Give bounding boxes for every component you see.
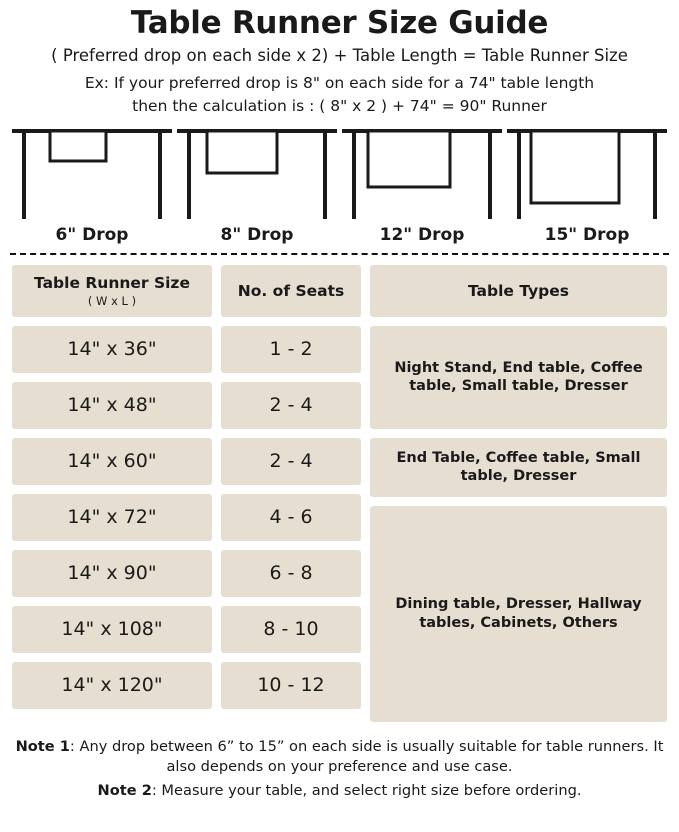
drop-diagram-8 [175, 123, 339, 223]
note-1-text: : Any drop between 6” to 15” on each side is usually suitable for table runners. It also depends on your preference and use case. [69, 737, 664, 776]
note-2-label: Note 2 [97, 782, 152, 799]
page-title: Table Runner Size Guide [130, 5, 549, 41]
drop-label-8: 8" Drop [220, 224, 294, 245]
table-row: 14" x 120" [12, 662, 212, 709]
header-runner-size [12, 265, 212, 317]
table-row: 10 - 12 [221, 662, 361, 709]
notes-section [8, 731, 671, 802]
drop-diagram-6 [10, 123, 174, 223]
drop-label-15: 15" Drop [544, 224, 630, 245]
header-table-types [370, 265, 667, 317]
size-table [8, 265, 671, 731]
drop-label-row [8, 225, 671, 245]
table-row: 2 - 4 [221, 438, 361, 485]
column-runner-size [12, 265, 212, 731]
table-row: 14" x 108" [12, 606, 212, 653]
infographic-page [0, 6, 679, 832]
table-row: 6 - 8 [221, 550, 361, 597]
note-1-label: Note 1 [15, 737, 70, 755]
drop-diagrams [8, 123, 671, 223]
note-2 [14, 781, 665, 802]
example-line-1: Ex: If your preferred drop is 8" on each side for a 74" table length [84, 73, 595, 92]
formula-line: ( Preferred drop on each side x 2) + Table Length = Table Runner Size [51, 46, 628, 66]
drop-label-12: 12" Drop [379, 224, 465, 245]
table-row: 14" x 36" [12, 326, 212, 373]
drop-diagram-15 [505, 123, 669, 223]
table-row: 8 - 10 [221, 606, 361, 653]
note-1 [14, 737, 665, 778]
drop-label-6: 6" Drop [55, 224, 129, 245]
header-seats-label: No. of Seats [237, 281, 345, 300]
table-row: 1 - 2 [221, 326, 361, 373]
drop-diagram-12 [340, 123, 504, 223]
table-row: Night Stand, End table, Coffee table, Small table, Dresser [370, 326, 667, 429]
table-row: 14" x 48" [12, 382, 212, 429]
table-row: 4 - 6 [221, 494, 361, 541]
column-seats [221, 265, 361, 731]
section-divider [10, 253, 669, 255]
table-row: End Table, Coffee table, Small table, Dresser [370, 438, 667, 497]
header-table-types-label: Table Types [467, 281, 570, 300]
table-row: 2 - 4 [221, 382, 361, 429]
table-row: 14" x 60" [12, 438, 212, 485]
table-row: 14" x 72" [12, 494, 212, 541]
note-2-text: : Measure your table, and select right size before ordering. [151, 782, 582, 799]
header-runner-size-label: Table Runner Size [34, 273, 190, 292]
header-runner-size-sub: ( W x L ) [87, 293, 137, 308]
header-seats [221, 265, 361, 317]
example-line-2: then the calculation is : ( 8" x 2 ) + 74" = 90" Runner [132, 96, 547, 115]
table-row: 14" x 90" [12, 550, 212, 597]
column-table-types [370, 265, 667, 731]
table-row: Dining table, Dresser, Hallway tables, Cabinets, Others [370, 506, 667, 722]
